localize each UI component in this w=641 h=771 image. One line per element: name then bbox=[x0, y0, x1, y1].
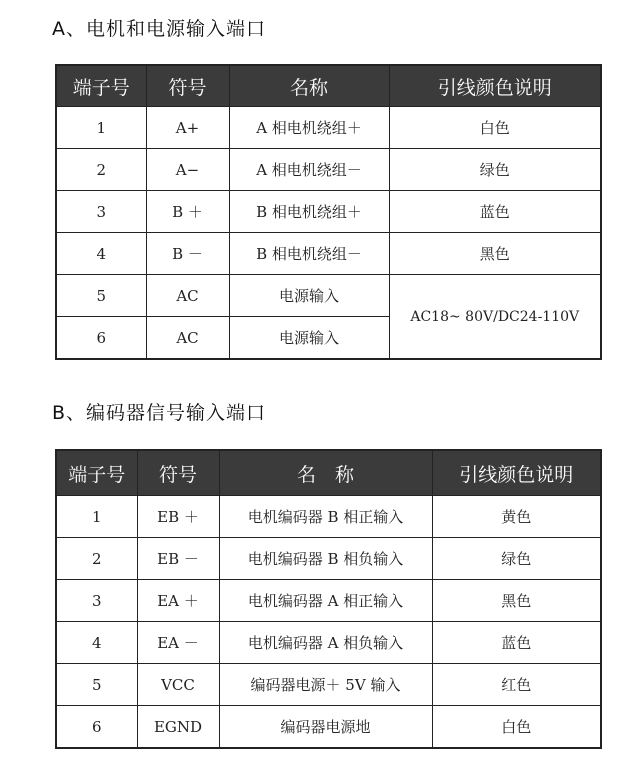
symbol: A+ bbox=[146, 107, 229, 149]
table-row bbox=[56, 664, 601, 706]
wire-color: 蓝色 bbox=[432, 622, 601, 664]
table-row bbox=[56, 149, 601, 191]
header-terminal-no: 端子号 bbox=[56, 450, 137, 496]
terminal-no: 3 bbox=[56, 580, 137, 622]
encoder-signal-port-table bbox=[55, 449, 602, 749]
section-a-title: A、电机和电源输入端口 bbox=[52, 18, 266, 40]
header-name: 名 称 bbox=[219, 450, 432, 496]
wire-color: 红色 bbox=[432, 664, 601, 706]
name: B 相电机绕组＋ bbox=[229, 191, 389, 233]
table-header-row bbox=[56, 65, 601, 107]
terminal-no: 4 bbox=[56, 233, 146, 275]
symbol: EB － bbox=[137, 538, 219, 580]
wire-color: 绿色 bbox=[389, 149, 601, 191]
terminal-no: 3 bbox=[56, 191, 146, 233]
wire-color: 白色 bbox=[389, 107, 601, 149]
table-row bbox=[56, 191, 601, 233]
terminal-no: 1 bbox=[56, 107, 146, 149]
table-row bbox=[56, 275, 601, 317]
header-symbol: 符号 bbox=[137, 450, 219, 496]
header-wire-color: 引线颜色说明 bbox=[389, 65, 601, 107]
motor-power-port-table bbox=[55, 64, 602, 360]
table-row bbox=[56, 706, 601, 749]
symbol: EA － bbox=[137, 622, 219, 664]
name: 电源输入 bbox=[229, 317, 389, 360]
name: 电机编码器 B 相负输入 bbox=[219, 538, 432, 580]
wire-color: 蓝色 bbox=[389, 191, 601, 233]
name: B 相电机绕组－ bbox=[229, 233, 389, 275]
header-name: 名称 bbox=[229, 65, 389, 107]
terminal-no: 2 bbox=[56, 149, 146, 191]
terminal-no: 5 bbox=[56, 275, 146, 317]
power-voltage-range: AC18~ 80V/DC24-110V bbox=[389, 275, 601, 360]
symbol: VCC bbox=[137, 664, 219, 706]
name: 编码器电源＋ 5V 输入 bbox=[219, 664, 432, 706]
symbol: AC bbox=[146, 317, 229, 360]
terminal-no: 4 bbox=[56, 622, 137, 664]
name: A 相电机绕组－ bbox=[229, 149, 389, 191]
symbol: EA ＋ bbox=[137, 580, 219, 622]
table-row bbox=[56, 622, 601, 664]
terminal-no: 5 bbox=[56, 664, 137, 706]
name: 电机编码器 B 相正输入 bbox=[219, 496, 432, 538]
wire-color: 黑色 bbox=[432, 580, 601, 622]
table-row bbox=[56, 233, 601, 275]
table-row bbox=[56, 580, 601, 622]
terminal-no: 6 bbox=[56, 706, 137, 749]
name: 电源输入 bbox=[229, 275, 389, 317]
terminal-no: 1 bbox=[56, 496, 137, 538]
header-symbol: 符号 bbox=[146, 65, 229, 107]
table-row bbox=[56, 496, 601, 538]
symbol: EB ＋ bbox=[137, 496, 219, 538]
symbol: AC bbox=[146, 275, 229, 317]
symbol: A− bbox=[146, 149, 229, 191]
terminal-no: 2 bbox=[56, 538, 137, 580]
name: 编码器电源地 bbox=[219, 706, 432, 749]
wire-color: 绿色 bbox=[432, 538, 601, 580]
wire-color: 白色 bbox=[432, 706, 601, 749]
table-row bbox=[56, 538, 601, 580]
table-header-row bbox=[56, 450, 601, 496]
name: 电机编码器 A 相正输入 bbox=[219, 580, 432, 622]
wire-color: 黑色 bbox=[389, 233, 601, 275]
name: A 相电机绕组＋ bbox=[229, 107, 389, 149]
symbol: B ＋ bbox=[146, 191, 229, 233]
header-terminal-no: 端子号 bbox=[56, 65, 146, 107]
table-row bbox=[56, 107, 601, 149]
symbol: EGND bbox=[137, 706, 219, 749]
terminal-no: 6 bbox=[56, 317, 146, 360]
name: 电机编码器 A 相负输入 bbox=[219, 622, 432, 664]
symbol: B － bbox=[146, 233, 229, 275]
wire-color: 黄色 bbox=[432, 496, 601, 538]
header-wire-color: 引线颜色说明 bbox=[432, 450, 601, 496]
section-b-title: B、编码器信号输入端口 bbox=[52, 402, 267, 424]
